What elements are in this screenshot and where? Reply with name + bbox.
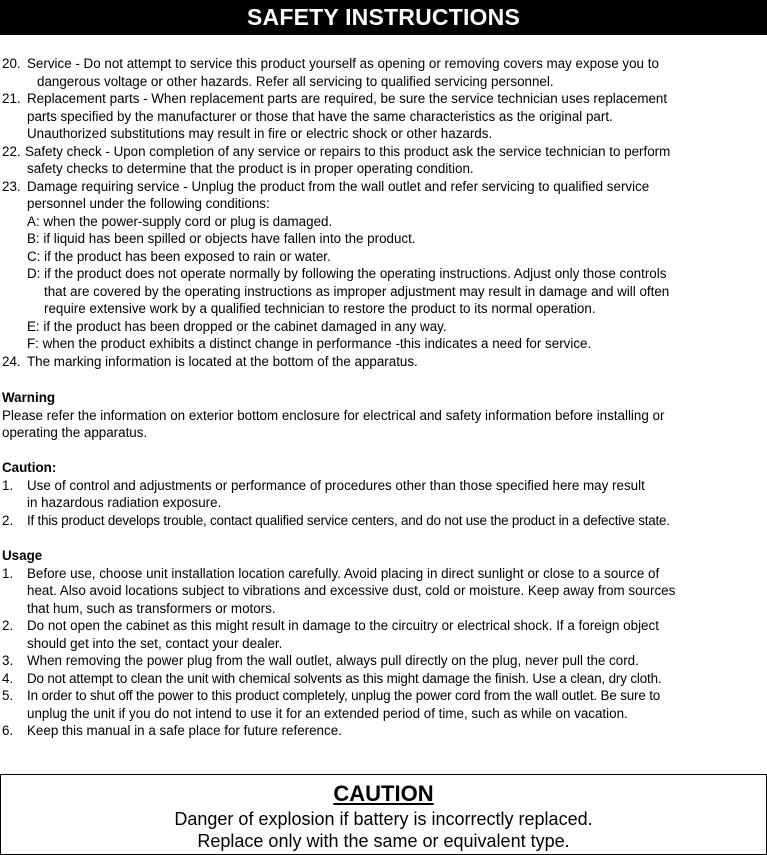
item-number: 24. — [2, 353, 21, 369]
item-number: 5. — [2, 688, 14, 703]
item-line: If this product develops trouble, contact qualified service centers, and do not use the product in a defective state. — [27, 512, 670, 528]
item-number: 22. — [2, 143, 21, 159]
caution-heading: Caution: — [2, 460, 57, 475]
item-number: 1. — [2, 477, 14, 493]
condition-line: C: if the product has been exposed to rain or water. — [27, 248, 331, 264]
item-line: Damage requiring service - Unplug the product from the wall outlet and refer servicing to qualified service — [27, 178, 650, 194]
item-line: In order to shut off the power to this product completely, unplug the power cord from the wall outlet. Be sure to — [27, 688, 661, 703]
item-line: Before use, choose unit installation location carefully. Avoid placing in direct sunlight or close to a source of — [27, 565, 660, 581]
item-number: 2. — [2, 512, 14, 528]
item-line: Replacement parts - When replacement parts are required, be sure the service technician uses replacement — [27, 91, 668, 106]
condition-line: B: if liquid has been spilled or objects have fallen into the product. — [27, 231, 416, 246]
item-number: 23. — [2, 178, 21, 194]
condition-line: require extensive work by a qualified technician to restore the product to its normal operation. — [44, 301, 596, 316]
item-number: 3. — [2, 653, 14, 668]
item-line: Service - Do not attempt to service this product yourself as opening or removing covers may expose you to — [27, 56, 659, 71]
item-number: 6. — [2, 723, 14, 738]
item-line: When removing the power plug from the wall outlet, always pull directly on the plug, never pull the cord. — [27, 653, 639, 668]
caution-box-line: Replace only with the same or equivalent type. — [197, 831, 570, 851]
item-line: dangerous voltage or other hazards. Refer all servicing to qualified servicing personnel. — [37, 73, 554, 89]
item-number: 2. — [2, 618, 14, 633]
warning-line: Please refer the information on exterior bottom enclosure for electrical and safety information before installing or — [2, 407, 665, 423]
condition-line: D: if the product does not operate normally by following the operating instructions. Adjust only those controls — [27, 266, 667, 281]
caution-box-title: CAUTION — [333, 781, 434, 806]
item-line: heat. Also avoid locations subject to vibrations and excessive dust, cold or moisture. Keep away from sources — [27, 583, 676, 598]
item-line: parts specified by the manufacturer or those that have the same characteristics as the original part. — [27, 108, 613, 124]
item-number: 1. — [2, 565, 14, 581]
caution-box — [0, 774, 767, 855]
item-line: Do not open the cabinet as this might result in damage to the circuitry or electrical shock. If a foreign object — [27, 618, 659, 633]
condition-line: A: when the power-supply cord or plug is damaged. — [27, 213, 333, 229]
item-number: 21. — [2, 91, 21, 106]
usage-heading: Usage — [2, 548, 43, 563]
item-line: that hum, such as transformers or motors. — [27, 600, 276, 616]
condition-line: that are covered by the operating instructions as improper adjustment may result in damage and will often — [44, 283, 670, 299]
condition-line: E: if the product has been dropped or the cabinet damaged in any way. — [27, 318, 447, 334]
condition-line: F: when the product exhibits a distinct change in performance -this indicates a need for service. — [27, 336, 592, 351]
item-line: personnel under the following conditions: — [27, 196, 270, 211]
warning-line: operating the apparatus. — [2, 425, 148, 440]
item-number: 20. — [2, 56, 21, 71]
item-line: Do not attempt to clean the unit with chemical solvents as this might damage the finish. Use a clean, dry cloth. — [27, 670, 662, 686]
item-line: Keep this manual in a safe place for future reference. — [27, 723, 342, 738]
item-line: The marking information is located at the bottom of the apparatus. — [27, 353, 418, 369]
item-line: Safety check - Upon completion of any service or repairs to this product ask the service technician to perform — [25, 143, 671, 159]
item-line: in hazardous radiation exposure. — [27, 495, 222, 510]
item-line: safety checks to determine that the product is in proper operating condition. — [27, 161, 474, 176]
item-line: Unauthorized substitutions may result in fire or electric shock or other hazards. — [27, 126, 493, 141]
caution-box-line: Danger of explosion if battery is incorrectly replaced. — [174, 809, 593, 829]
item-line: unplug the unit if you do not intend to use it for an extended period of time, such as while on vacation. — [27, 705, 628, 721]
item-line: should get into the set, contact your dealer. — [27, 635, 283, 651]
warning-heading: Warning — [2, 390, 56, 405]
item-line: Use of control and adjustments or performance of procedures other than those specified here may result — [27, 477, 645, 493]
page-title: SAFETY INSTRUCTIONS — [0, 0, 767, 35]
item-number: 4. — [2, 670, 14, 686]
